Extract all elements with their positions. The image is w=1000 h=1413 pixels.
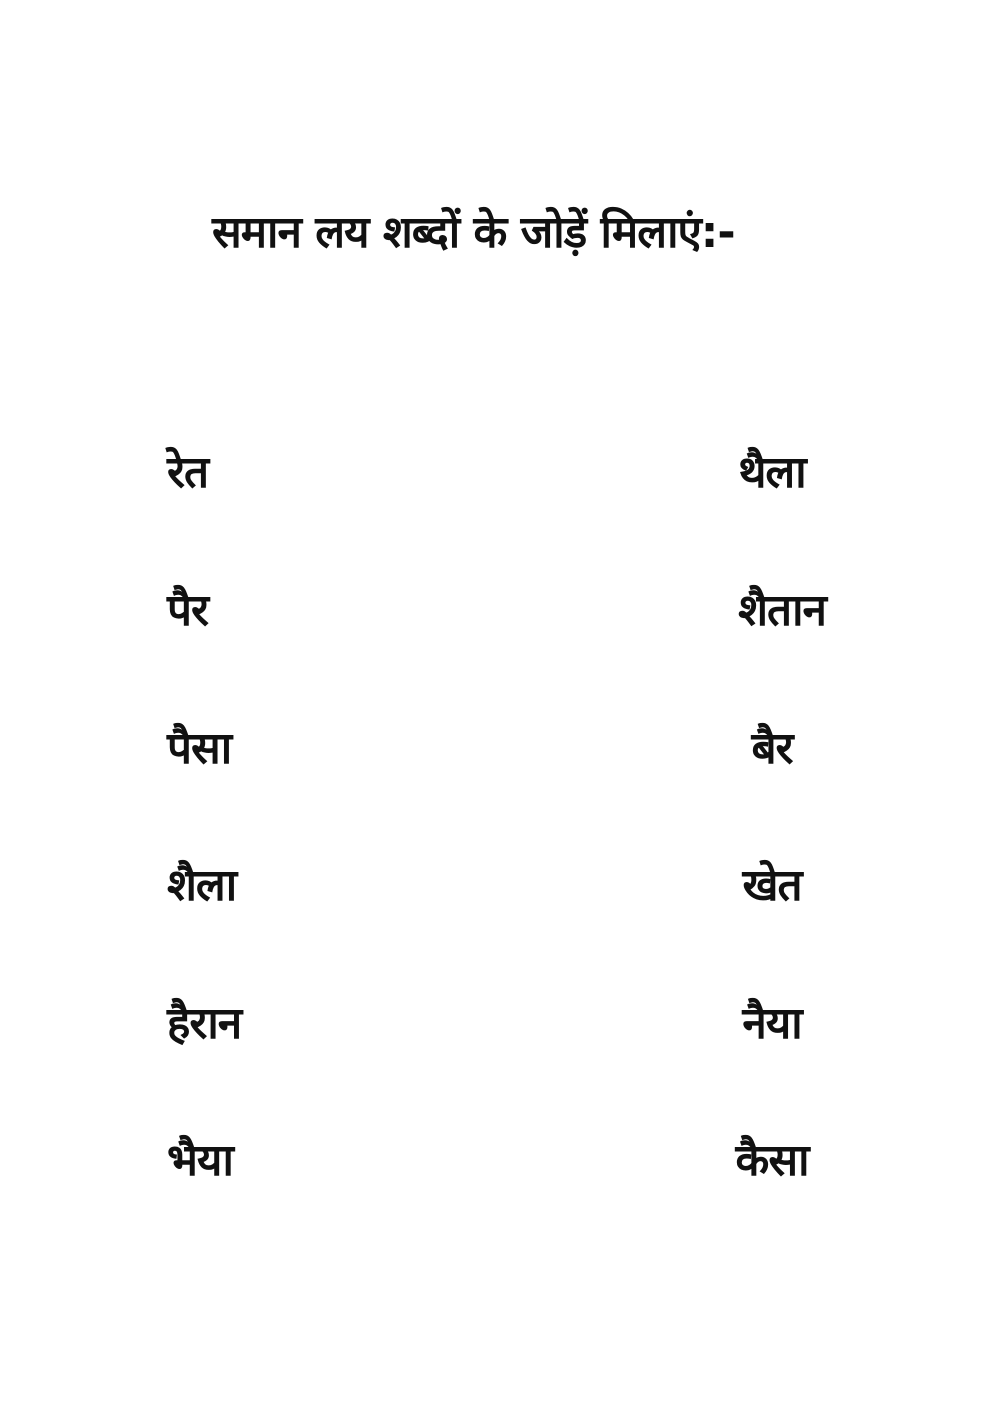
left-word-6[interactable]: भैया [167,1135,233,1186]
right-word-5[interactable]: नैया [742,998,802,1049]
left-word-2[interactable]: पैर [167,585,208,636]
right-word-2[interactable]: शैतान [738,585,826,636]
left-word-4[interactable]: शैला [167,860,237,911]
left-word-5[interactable]: हैरान [167,998,242,1049]
right-word-4[interactable]: खेत [742,860,802,911]
right-word-6[interactable]: कैसा [735,1135,809,1186]
right-word-3[interactable]: बैर [751,723,793,774]
right-word-1[interactable]: थैला [738,447,806,498]
worksheet-title: समान लय शब्दों के जोड़ें मिलाएं:- [212,207,735,258]
left-word-1[interactable]: रेत [167,447,209,498]
left-word-3[interactable]: पैसा [167,723,232,774]
